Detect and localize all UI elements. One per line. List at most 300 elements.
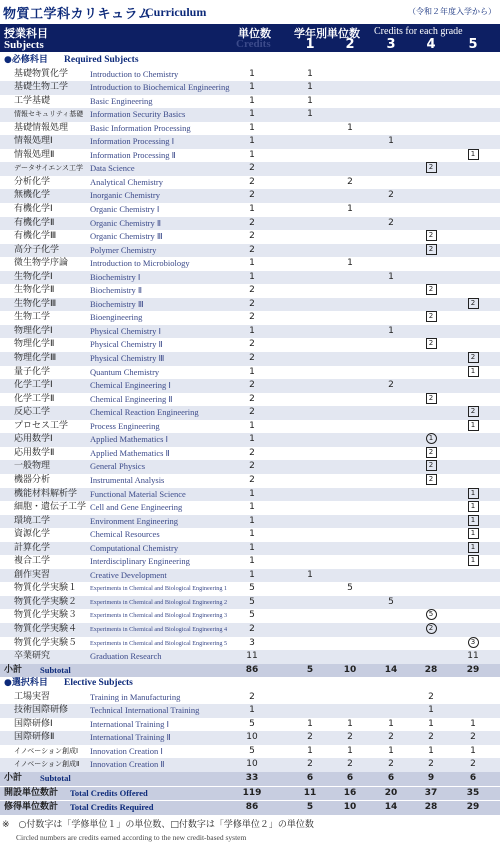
subject-name-jp: データサイエンス工学 [14, 164, 84, 173]
credits-cell: 1 [249, 542, 255, 553]
table-row [0, 637, 500, 651]
year-2-cell: 2 [347, 732, 353, 743]
credits-cell: 3 [249, 637, 255, 648]
section-title-jp: ●選択科目 [4, 678, 48, 689]
boxed-credit: 2 [426, 393, 437, 404]
year-2-cell: 16 [343, 787, 357, 798]
table-row [0, 555, 500, 569]
subject-name-en: Bioengineering [90, 312, 143, 323]
credits-cell: 1 [249, 420, 255, 431]
table-row [0, 528, 500, 542]
boxed-credit: 1 [468, 555, 479, 566]
credits-cell: 2 [249, 244, 255, 255]
year-2-cell: 10 [343, 664, 357, 675]
subject-name-en: Biochemistry Ⅱ [90, 285, 143, 296]
subject-name-en: General Physics [90, 461, 146, 472]
subject-name-en: Basic Information Processing [90, 122, 191, 133]
table-row [0, 325, 500, 339]
credits-cell: 2 [249, 623, 255, 634]
table-row [0, 366, 500, 380]
table-row [0, 420, 500, 434]
table-row [0, 284, 500, 298]
boxed-credit: 2 [468, 298, 479, 309]
subject-name-jp: 応用数学Ⅱ [14, 447, 55, 458]
subject-name-jp: 機能材料解析学 [14, 488, 78, 499]
year-5-cell [463, 488, 483, 502]
subject-name-en: Experiments in Chemical and Biological Engineering 5 [90, 639, 228, 647]
year-2-cell: 1 [347, 258, 353, 269]
subject-name-en: Quantum Chemistry [90, 366, 160, 377]
year-1-cell: 1 [307, 569, 313, 580]
subject-name-jp: 量子化学 [14, 366, 51, 377]
subject-name-jp: 化学工学Ⅰ [14, 380, 53, 391]
year-3-cell: 14 [384, 802, 398, 813]
year-4-cell [421, 447, 441, 461]
credits-cell: 2 [249, 298, 255, 309]
subject-name-jp: 有機化学Ⅱ [14, 217, 55, 228]
table-row [0, 433, 500, 447]
subjects-header-jp: 授業科目 [4, 27, 48, 40]
credits-cell: 2 [249, 190, 255, 201]
boxed-credit: 1 [468, 149, 479, 160]
subject-name-jp: 微生物学序論 [14, 258, 69, 269]
row-label-en: Subtotal [40, 772, 71, 783]
year-2-cell: 10 [343, 802, 357, 813]
year-4-cell: 1 [428, 745, 434, 756]
row-label-en: Total Credits Offered [70, 787, 148, 798]
table-row [0, 406, 500, 420]
subject-name-jp: 物理化学Ⅰ [14, 325, 53, 336]
year-3-cell: 1 [388, 325, 394, 336]
subject-name-jp: 有機化学Ⅰ [14, 204, 53, 215]
subject-name-jp: 基礎生物工学 [14, 82, 69, 93]
year-4-cell: 1 [428, 705, 434, 716]
table-row [0, 393, 500, 407]
year-4-cell [421, 433, 441, 447]
year-4-cell [421, 460, 441, 474]
year-1-cell: 1 [307, 95, 313, 106]
boxed-credit: 2 [426, 162, 437, 173]
credits-cell: 33 [245, 772, 259, 783]
subject-name-en: Functional Material Science [90, 488, 186, 499]
subject-name-jp: イノベーション創成Ⅰ [14, 746, 79, 755]
credits-cell: 1 [249, 325, 255, 336]
credits-cell: 5 [249, 745, 255, 756]
credits-cell: 2 [249, 474, 255, 485]
year-5-cell: 2 [470, 732, 476, 743]
subject-name-en: Information Processing Ⅰ [90, 136, 175, 147]
subject-name-jp: 基礎情報処理 [14, 122, 69, 133]
subject-name-jp: 反応工学 [14, 407, 51, 418]
page-title-en: Curriculum [145, 5, 207, 19]
table-row [0, 257, 500, 271]
credits-cell: 1 [249, 122, 255, 133]
year-1-cell: 6 [306, 772, 314, 783]
subject-name-en: Chemical Resources [90, 529, 160, 540]
circled-credit: 5 [426, 609, 437, 620]
year-2-cell: 2 [347, 176, 353, 187]
subject-name-en: Organic Chemistry Ⅱ [90, 217, 162, 228]
table-row [0, 95, 500, 109]
credits-cell: 1 [249, 515, 255, 526]
year-4-cell [421, 284, 441, 298]
boxed-credit: 2 [426, 474, 437, 485]
year-3-cell: 1 [388, 718, 394, 729]
year-3-cell: 2 [388, 380, 394, 391]
credits-cell: 5 [249, 610, 255, 621]
boxed-credit: 1 [468, 515, 479, 526]
credits-cell: 1 [249, 149, 255, 160]
credits-cell: 86 [245, 664, 259, 675]
boxed-credit: 2 [426, 447, 437, 458]
enrollment-note: （令和２年度入学から） [408, 7, 496, 16]
circled-credit: 3 [468, 637, 479, 648]
year-4-cell [421, 230, 441, 244]
year-3-cell: 2 [388, 732, 394, 743]
year-2-cell: 1 [347, 204, 353, 215]
credits-cell: 2 [249, 312, 255, 323]
subject-name-en: Experiments in Chemical and Biological Engineering 2 [90, 598, 228, 606]
subject-name-jp: 有機化学Ⅲ [14, 231, 57, 242]
subject-name-jp: 物質化学実験５ [14, 637, 78, 648]
year-3-cell: 20 [384, 787, 398, 798]
subject-name-jp: 複合工学 [14, 556, 51, 567]
table-row [0, 81, 500, 95]
subject-name-jp: 無機化学 [14, 190, 51, 201]
subject-name-en: Technical International Training [90, 705, 200, 716]
table-row [0, 488, 500, 502]
credits-cell: 2 [249, 447, 255, 458]
subject-name-en: Information Security Basics [90, 109, 186, 120]
subject-name-en: Inorganic Chemistry [90, 190, 160, 201]
total-row [0, 786, 500, 801]
table-row [0, 542, 500, 556]
year-3-cell: 2 [388, 759, 394, 770]
subject-name-en: Polymer Chemistry [90, 244, 157, 255]
credits-cell: 1 [249, 705, 255, 716]
year-3-cell: 1 [388, 271, 394, 282]
year-3-cell: 14 [384, 664, 398, 675]
year-5-cell [463, 420, 483, 434]
credits-cell: 2 [249, 353, 255, 364]
boxed-credit: 2 [468, 406, 479, 417]
credits-cell: 1 [249, 204, 255, 215]
subject-name-en: Interdisciplinary Engineering [90, 556, 190, 567]
subject-name-jp: 物理化学Ⅱ [14, 339, 55, 350]
credits-cell: 2 [249, 231, 255, 242]
subject-name-en: Experiments in Chemical and Biological Engineering 1 [90, 585, 228, 593]
row-label-jp: 小計 [4, 772, 23, 783]
credits-cell: 2 [249, 461, 255, 472]
boxed-credit: 2 [468, 352, 479, 363]
section-header [0, 677, 500, 691]
subject-name-jp: 分析化学 [14, 176, 51, 187]
subject-name-en: Applied Mathematics Ⅰ [90, 434, 169, 445]
year-4-cell [421, 623, 441, 637]
year-3-cell: 2 [388, 190, 394, 201]
curriculum-table [0, 54, 500, 815]
subject-name-en: Training in Manufacturing [90, 691, 181, 702]
table-row [0, 298, 500, 312]
subject-name-en: Creative Development [90, 569, 167, 580]
year-4-cell [421, 311, 441, 325]
credits-cell: 2 [249, 285, 255, 296]
credits-cell: 2 [249, 380, 255, 391]
year-3-header: 3 [386, 37, 396, 52]
year-3-cell: 5 [388, 596, 394, 607]
credits-cell: 2 [249, 176, 255, 187]
subject-name-en: Physical Chemistry Ⅲ [90, 353, 165, 364]
subject-name-en: Computational Chemistry [90, 542, 179, 553]
table-row [0, 108, 500, 122]
table-row [0, 135, 500, 149]
subject-name-jp: イノベーション創成Ⅱ [14, 760, 80, 769]
boxed-credit: 2 [426, 460, 437, 471]
credits-cell: 1 [249, 109, 255, 120]
subject-name-jp: 技術国際研修 [14, 705, 69, 716]
credits-cell: 2 [249, 217, 255, 228]
subject-name-jp: 物質化学実験２ [14, 596, 78, 607]
table-row [0, 271, 500, 285]
table-row [0, 758, 500, 772]
credits-cell: 5 [249, 596, 255, 607]
subject-name-en: Biochemistry Ⅲ [90, 298, 144, 309]
credits-cell: 1 [249, 82, 255, 93]
year-4-cell: 28 [424, 802, 438, 813]
subject-name-jp: 一般物理 [14, 461, 51, 472]
year-1-cell: 1 [307, 82, 313, 93]
table-row [0, 515, 500, 529]
table-row [0, 176, 500, 190]
footnote-en: Circled numbers are credits earned according to the new credit-based system [16, 833, 247, 842]
year-4-cell: 1 [428, 718, 434, 729]
boxed-credit: 2 [426, 284, 437, 295]
subject-name-jp: 物質化学実験３ [14, 610, 78, 621]
boxed-credit: 1 [468, 366, 479, 377]
subtotal-row [0, 664, 500, 678]
footnote [2, 817, 498, 842]
table-row [0, 596, 500, 610]
credits-cell: 1 [249, 136, 255, 147]
year-5-cell [463, 352, 483, 366]
credits-cell: 2 [249, 393, 255, 404]
year-4-cell [421, 609, 441, 623]
year-1-cell: 1 [307, 68, 313, 79]
subject-name-en: Basic Engineering [90, 95, 153, 106]
table-row [0, 352, 500, 366]
credits-cell: 2 [249, 339, 255, 350]
section-header [0, 54, 500, 68]
year-2-cell: 5 [347, 583, 353, 594]
year-2-cell: 1 [347, 122, 353, 133]
subject-name-jp: 計算化学 [14, 542, 51, 553]
subject-name-en: Biochemistry Ⅰ [90, 271, 141, 282]
table-row [0, 745, 500, 759]
year-3-cell: 6 [387, 772, 395, 783]
subject-name-jp: 卒業研究 [14, 651, 51, 662]
total-row [0, 800, 500, 815]
table-row [0, 474, 500, 488]
credits-cell: 1 [249, 529, 255, 540]
year-5-cell: 2 [470, 759, 476, 770]
subject-name-en: Environment Engineering [90, 515, 179, 526]
year-5-header: 5 [468, 37, 478, 52]
boxed-credit: 1 [468, 501, 479, 512]
subject-name-en: Physical Chemistry Ⅰ [90, 325, 161, 336]
subject-name-jp: 物質化学実験１ [14, 583, 78, 594]
subject-name-jp: 生物化学Ⅱ [14, 285, 55, 296]
year-5-cell [463, 149, 483, 163]
subject-name-en: Innovation Creation Ⅱ [90, 759, 165, 770]
year-1-cell: 11 [303, 787, 317, 798]
credits-cell: 1 [249, 556, 255, 567]
year-4-cell [421, 474, 441, 488]
row-label-en: Total Credits Required [70, 802, 154, 813]
table-row [0, 718, 500, 732]
year-4-cell: 2 [428, 759, 434, 770]
year-5-cell [463, 406, 483, 420]
credits-cell: 5 [249, 583, 255, 594]
row-label-en: Subtotal [40, 664, 71, 675]
boxed-credit: 1 [468, 420, 479, 431]
subject-name-en: Chemical Reaction Engineering [90, 407, 199, 418]
year-5-cell [463, 298, 483, 312]
table-row [0, 582, 500, 596]
table-row [0, 650, 500, 664]
year-2-cell: 1 [347, 745, 353, 756]
subject-name-jp: プロセス工学 [14, 420, 69, 431]
year-4-cell: 9 [427, 772, 435, 783]
table-row [0, 379, 500, 393]
year-1-cell: 1 [307, 745, 313, 756]
boxed-credit: 2 [426, 311, 437, 322]
footnote-jp: ※ ○付数字は「学修単位１」の単位数、□付数字は「学修単位２」の単位数 [2, 820, 314, 830]
year-4-cell [421, 393, 441, 407]
year-4-cell [421, 162, 441, 176]
circled-credit: 2 [426, 623, 437, 634]
subject-name-jp: 生物化学Ⅰ [14, 271, 53, 282]
table-row [0, 569, 500, 583]
table-row [0, 311, 500, 325]
boxed-credit: 1 [468, 542, 479, 553]
boxed-credit: 1 [468, 528, 479, 539]
credits-cell: 1 [249, 271, 255, 282]
year-5-cell [463, 366, 483, 380]
table-row [0, 691, 500, 705]
subject-name-en: Chemical Engineering Ⅱ [90, 393, 173, 404]
subject-name-en: Applied Mathematics Ⅱ [90, 447, 170, 458]
subject-name-en: International Training Ⅰ [90, 718, 169, 729]
subject-name-en: Introduction to Chemistry [90, 68, 179, 79]
credits-cell: 10 [246, 759, 258, 770]
year-1-header: 1 [305, 37, 315, 52]
year-2-cell: 6 [346, 772, 354, 783]
credits-cell: 1 [249, 366, 255, 377]
circled-credit: 1 [426, 433, 437, 444]
year-5-cell: 6 [469, 772, 477, 783]
year-1-cell: 1 [307, 109, 313, 120]
subject-name-en: Organic Chemistry Ⅰ [90, 204, 160, 215]
subject-name-en: Process Engineering [90, 420, 160, 431]
table-row [0, 244, 500, 258]
table-row [0, 217, 500, 231]
year-5-cell [463, 515, 483, 529]
table-row [0, 189, 500, 203]
year-3-cell: 1 [388, 745, 394, 756]
year-5-cell: 29 [466, 664, 480, 675]
subject-name-jp: 情報処理Ⅱ [14, 149, 55, 160]
subject-name-jp: 国際研修Ⅱ [14, 732, 55, 743]
credits-cell: 1 [249, 434, 255, 445]
credits-cell: 11 [246, 651, 258, 662]
subject-name-jp: 化学工学Ⅱ [14, 393, 55, 404]
year-4-header: 4 [426, 37, 436, 52]
year-5-cell: 1 [470, 718, 476, 729]
subject-name-jp: 工場実習 [14, 691, 51, 702]
section-title-en: Required Subjects [64, 55, 139, 65]
year-1-cell: 1 [307, 718, 313, 729]
year-4-cell: 28 [424, 664, 438, 675]
subject-name-jp: 生物化学Ⅲ [14, 298, 57, 309]
subject-name-jp: 基礎物質化学 [14, 68, 69, 79]
year-5-cell [463, 528, 483, 542]
subject-name-jp: 物質化学実験４ [14, 623, 78, 634]
subject-name-jp: 国際研修Ⅰ [14, 718, 53, 729]
table-row [0, 704, 500, 718]
subject-name-jp: 応用数学Ⅰ [14, 434, 53, 445]
subject-name-jp: 高分子化学 [14, 244, 60, 255]
subject-name-jp: 工学基礎 [14, 95, 51, 106]
table-row [0, 338, 500, 352]
subject-name-en: Experiments in Chemical and Biological Engineering 4 [90, 625, 228, 633]
subject-name-en: Introduction to Biochemical Engineering [90, 82, 230, 93]
year-5-cell [463, 501, 483, 515]
by-year-header-en: Credits for each grade [374, 26, 463, 37]
subject-name-en: Introduction to Microbiology [90, 258, 190, 269]
subject-name-jp: 物理化学Ⅲ [14, 353, 57, 364]
table-row [0, 623, 500, 637]
credits-cell: 1 [249, 569, 255, 580]
year-2-header: 2 [345, 37, 355, 52]
boxed-credit: 2 [426, 230, 437, 241]
table-row [0, 230, 500, 244]
subject-name-jp: 細胞・遺伝子工学 [14, 502, 87, 513]
table-row [0, 447, 500, 461]
year-2-cell: 1 [347, 718, 353, 729]
year-4-cell [421, 244, 441, 258]
credits-cell: 1 [249, 68, 255, 79]
subject-name-en: Analytical Chemistry [90, 176, 163, 187]
year-5-cell [463, 555, 483, 569]
subject-name-en: Information Processing Ⅱ [90, 149, 176, 160]
table-row [0, 122, 500, 136]
subject-name-en: Chemical Engineering Ⅰ [90, 380, 171, 391]
year-4-cell: 37 [424, 787, 438, 798]
row-label-jp: 修得単位数計 [4, 802, 59, 813]
year-4-cell [421, 338, 441, 352]
subtotal-row [0, 772, 500, 786]
table-row [0, 68, 500, 82]
table-row [0, 609, 500, 623]
by-year-header-jp: 学年別単位数 [294, 27, 360, 40]
credits-cell: 5 [249, 718, 255, 729]
section-title-en: Elective Subjects [64, 678, 133, 689]
credits-header-en: Credits [236, 38, 271, 50]
year-2-cell: 2 [347, 759, 353, 770]
credits-header-jp: 単位数 [238, 27, 271, 40]
subject-name-en: International Training Ⅱ [90, 732, 171, 743]
subject-name-jp: 生物工学 [14, 312, 51, 323]
